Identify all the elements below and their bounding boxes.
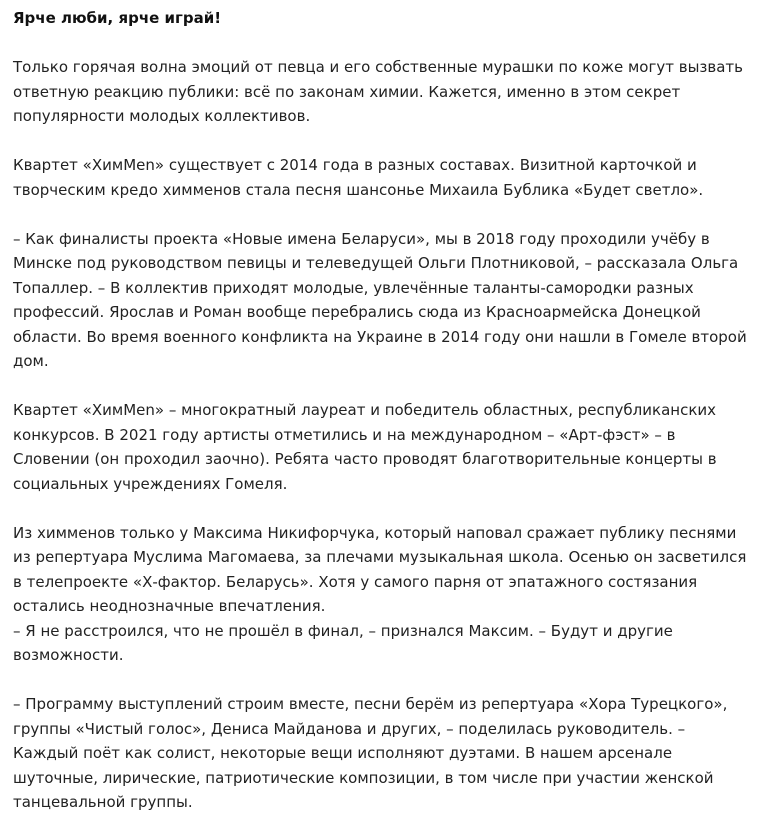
paragraph-intro: Только горячая волна эмоций от певца и его собственные мурашки по коже могут вызвать ответную реакцию публики: всё по законам химии. Кажется, именно в этом секрет популярности молодых коллективов. [13,58,744,125]
article-subheading: Ярче люби, ярче играй! [13,9,222,27]
paragraph-maxim: Из химменов только у Максима Никифорчука, который наповал сражает публику песнями из репертуара Муслима Магомаева, за плечами музыкальная школа. Осенью он засветился в телепроекте «Х-фактор. Беларусь». Хотя у самого парня от эпатажного состязания остались неоднозначные впечатления. [13,523,747,615]
article-body [13,6,755,839]
paragraph-quartet-history: Квартет «ХимMen» существует с 2014 года в разных составах. Визитной карточкой и творческим кредо химменов стала песня шансонье Михаила Бублика «Будет светло». [13,156,704,199]
paragraph-finalists-quote: – Как финалисты проекта «Новые имена Беларуси», мы в 2018 году проходили учёбу в Минске под руководством певицы и телеведущей Ольги Плотниковой, – рассказала Ольга Топаллер. – В коллектив приходят молодые, увлечённые таланты-самородки разных профессий. Ярослав и Роман вообще перебрались сюда из Красноармейска Донецкой области. Во время военного конфликта на Украине в 2014 году они нашли в Гомеле второй дом. [13,229,747,370]
paragraph-maxim-quote: – Я не расстроился, что не прошёл в финал, – признался Максим. – Будут и другие возможности. [13,621,673,664]
paragraph-repertoire-quote: – Программу выступлений строим вместе, песни берём из репертуара «Хора Турецкого», группы «Чистый голос», Дениса Майданова и других, – поделилась руководитель. – Каждый поёт как солист, некоторые вещи исполняют дуэтами. В нашем арсенале шуточные, лирические, патриотические композиции, в том числе при участии женской танцевальной группы. [13,695,728,811]
paragraph-awards: Квартет «ХимMen» – многократный лауреат и победитель областных, республиканских конкурсов. В 2021 году артисты отметились и на международном – «Арт-фэст» – в Словении (он проходил заочно). Ребята часто проводят благотворительные концерты в социальных учреждениях Гомеля. [13,401,717,493]
